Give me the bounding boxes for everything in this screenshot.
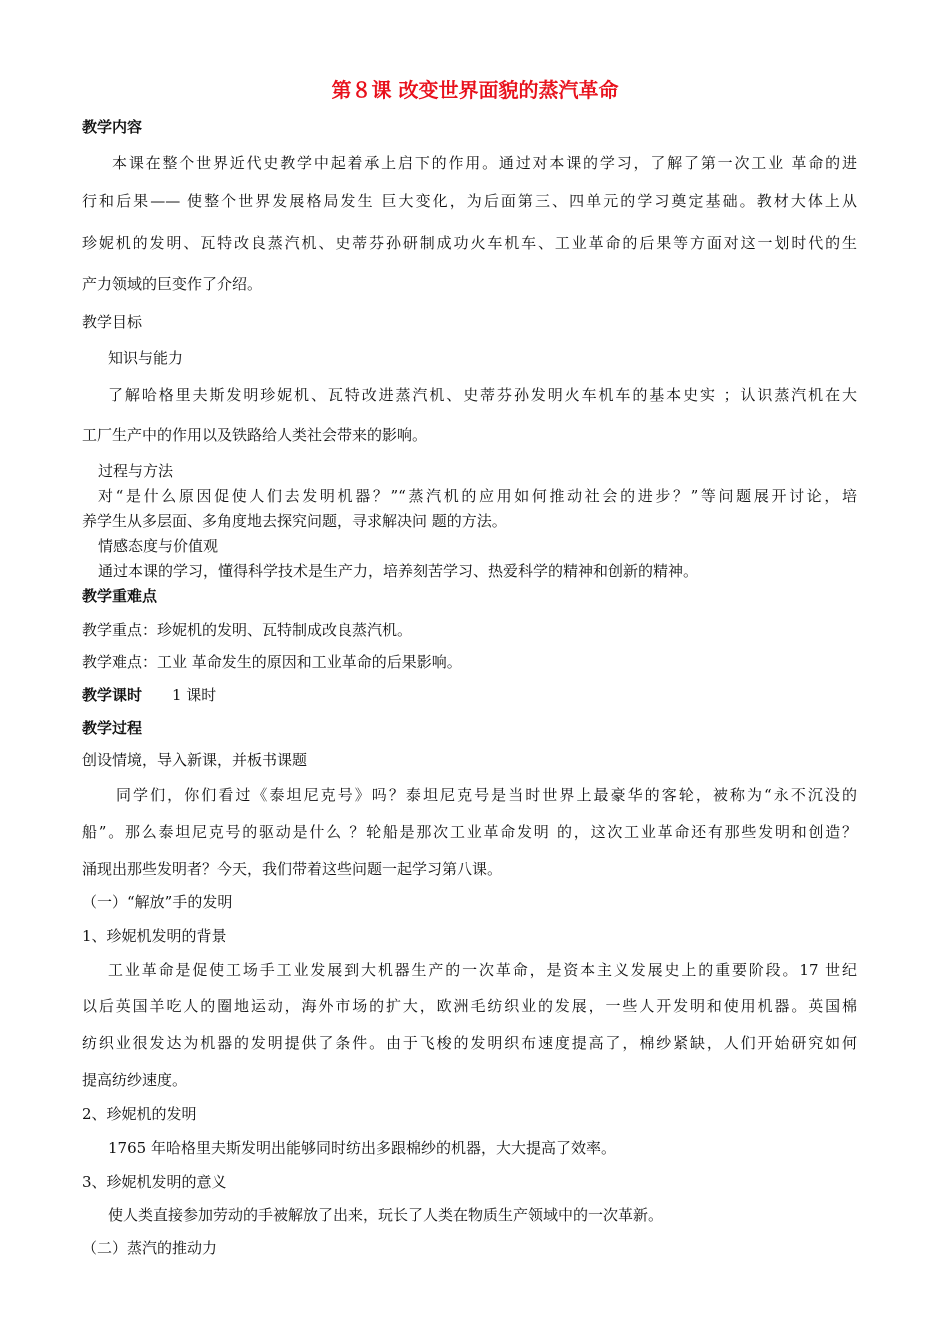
process-paragraph-line: 对“是什么原因促使人们去发明机器？”“蒸汽机的应用如何推动社会的进步？”等问题展开讨论，培 <box>98 487 857 505</box>
hours-value: 1 课时 <box>172 686 217 704</box>
section-two-heading: （二）蒸汽的推动力 <box>82 1239 218 1257</box>
knowledge-paragraph-line: 工厂生产中的作用以及铁路给人类社会带来的影响。 <box>82 426 428 444</box>
item-three-paragraph: 使人类直接参加劳动的手被解放了出来，玩长了人类在物质生产领域中的一次革新。 <box>108 1206 664 1224</box>
intro-paragraph-line: 同学们，你们看过《泰坦尼克号》吗？泰坦尼克号是当时世界上最豪华的客轮，被称为“永不沉没的 <box>116 786 857 804</box>
key-points-heading: 教学重难点 <box>82 587 158 605</box>
content-paragraph-line: 行和后果—— 使整个世界发展格局发生 巨大变化，为后面第三、四单元的学习奠定基础。教材大体上从 <box>82 192 857 210</box>
item-two-heading: 2、珍妮机的发明 <box>82 1105 197 1123</box>
item-two-paragraph: 1765 年哈格里夫斯发明出能够同时纺出多跟棉纱的机器，大大提高了效率。 <box>108 1139 616 1157</box>
item-one-paragraph-line: 以后英国羊吃人的圈地运动，海外市场的扩大，欧洲毛纺织业的发展，一些人开发明和使用机器。英国棉 <box>82 997 857 1015</box>
intro-paragraph-line: 涌现出那些发明者？今天，我们带着这些问题一起学习第八课。 <box>82 860 503 878</box>
difficult-point: 教学难点：工业 革命发生的原因和工业革命的后果影响。 <box>82 653 462 671</box>
lesson-title: 第８课 改变世界面貌的蒸汽革命 <box>331 78 619 102</box>
item-one-paragraph-line: 提高纺纱速度。 <box>82 1071 188 1089</box>
teaching-process-heading: 教学过程 <box>82 719 143 737</box>
intro-paragraph-line: 船”。那么泰坦尼克号的驱动是什么 ？轮船是那次工业革命发明 的，这次工业革命还有那些发明和创造？ <box>82 823 857 841</box>
content-paragraph-line: 本课在整个世界近代史教学中起着承上启下的作用。通过对本课的学习，了解了第一次工业 革命的进 <box>112 154 857 172</box>
item-one-paragraph-line: 纺织业很发达为机器的发明提供了条件。由于飞梭的发明织布速度提高了，棉纱紧缺，人们开始研究如何 <box>82 1034 857 1052</box>
hours-heading: 教学课时 <box>82 686 143 704</box>
knowledge-heading: 知识与能力 <box>108 349 184 367</box>
content-paragraph-line: 珍妮机的发明、瓦特改良蒸汽机、史蒂芬孙研制成功火车机车、工业革命的后果等方面对这一划时代的生 <box>82 234 857 252</box>
process-paragraph-line: 养学生从多层面、多角度地去探究问题，寻求解决问 题的方法。 <box>82 512 507 530</box>
item-one-paragraph-line: 工业革命是促使工场手工业发展到大机器生产的一次革命，是资本主义发展史上的重要阶段。17 世纪 <box>108 961 857 979</box>
intro-line: 创设情境，导入新课，并板书课题 <box>82 751 308 769</box>
item-three-heading: 3、珍妮机发明的意义 <box>82 1173 227 1191</box>
content-heading: 教学内容 <box>82 118 143 136</box>
process-heading: 过程与方法 <box>98 462 174 480</box>
key-point: 教学重点：珍妮机的发明、瓦特制成改良蒸汽机。 <box>82 621 413 639</box>
content-paragraph-line: 产力领域的巨变作了介绍。 <box>82 275 263 293</box>
item-one-heading: 1、珍妮机发明的背景 <box>82 927 227 945</box>
goals-heading: 教学目标 <box>82 313 143 331</box>
emotion-heading: 情感态度与价值观 <box>98 537 219 555</box>
section-one-heading: （一）“解放”手的发明 <box>82 893 233 911</box>
knowledge-paragraph-line: 了解哈格里夫斯发明珍妮机、瓦特改进蒸汽机、史蒂芬孙发明火车机车的基本史实 ；认识蒸汽机在大 <box>108 386 857 404</box>
emotion-paragraph: 通过本课的学习，懂得科学技术是生产力，培养刻苦学习、热爱科学的精神和创新的精神。 <box>98 562 699 580</box>
